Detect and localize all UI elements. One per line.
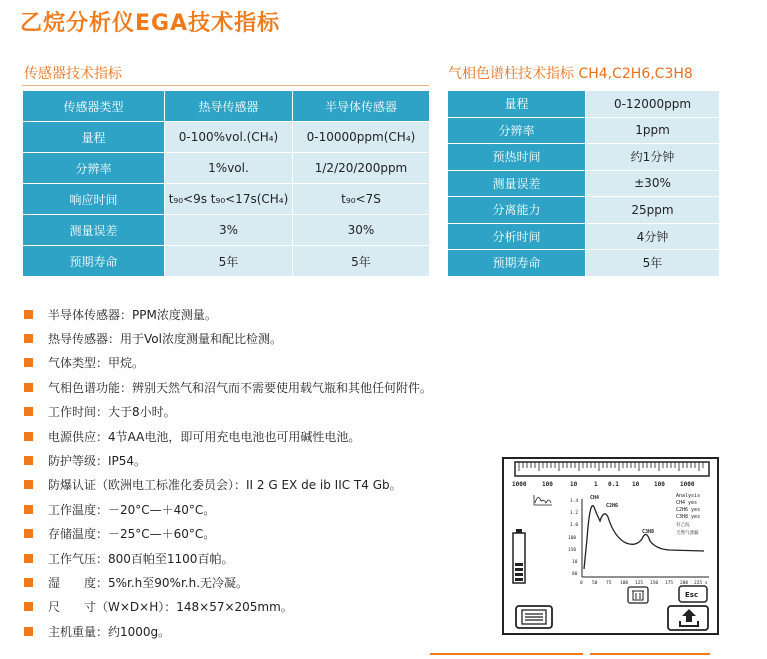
list-item-text: 工作气压：800百帕至1100百帕。 — [48, 551, 234, 566]
table-header-cell: 半导体传感器 — [293, 91, 430, 122]
table-row — [448, 144, 720, 171]
semi-value: 30% — [293, 215, 430, 246]
list-item — [24, 302, 432, 326]
list-item — [24, 497, 432, 521]
bullet-square-icon — [24, 602, 33, 611]
x-tick: 175 — [665, 581, 674, 586]
table-row — [448, 250, 720, 277]
decorative-line — [590, 653, 710, 655]
row-value: 0-12000ppm — [586, 91, 720, 118]
row-label: 预热时间 — [448, 144, 586, 171]
table-row — [23, 184, 430, 215]
scale-label: 100 — [542, 481, 553, 488]
thermal-value: t₉₀<9s t₉₀<17s(CH₄) — [165, 184, 293, 215]
analysis-result: 有乙烷 — [676, 523, 690, 528]
row-value: 1ppm — [586, 117, 720, 144]
list-item-text: 热导传感器：用于Vol浓度测量和配比检测。 — [48, 332, 282, 347]
peak-label: C2H6 — [606, 503, 619, 509]
list-item — [24, 400, 432, 424]
list-item — [24, 570, 432, 594]
thermal-value: 0-100%vol.(CH₄) — [165, 122, 293, 153]
menu-icon — [522, 610, 546, 624]
x-tick: 150 — [650, 581, 659, 586]
x-tick: 0 — [580, 581, 583, 586]
y-tick: 150 — [568, 548, 577, 553]
section-divider — [22, 85, 429, 86]
table-row — [23, 153, 430, 184]
row-label: 分析时间 — [448, 223, 586, 250]
list-item — [24, 448, 432, 472]
bullet-square-icon — [24, 480, 33, 489]
row-label: 分离能力 — [448, 197, 586, 224]
y-tick-labels — [568, 498, 578, 577]
table-row — [23, 215, 430, 246]
list-item — [24, 546, 432, 570]
table-row — [448, 170, 720, 197]
peak-label: C3H8 — [642, 529, 655, 535]
x-tick: 75 — [606, 581, 612, 586]
feature-list — [24, 302, 432, 643]
row-label: 响应时间 — [23, 184, 165, 215]
thermal-value: 3% — [165, 215, 293, 246]
analysis-title: Analysis — [676, 493, 701, 499]
table-header-cell: 热导传感器 — [165, 91, 293, 122]
x-tick: 50 — [592, 581, 598, 586]
list-item-text: 防护等级：IP54。 — [48, 454, 147, 469]
list-item — [24, 473, 432, 497]
gc-spec-table — [447, 90, 720, 277]
x-tick-labels — [580, 580, 708, 586]
table-row — [448, 223, 720, 250]
row-label: 分辨率 — [448, 117, 586, 144]
upload-button[interactable] — [668, 606, 708, 630]
esc-button[interactable] — [679, 586, 707, 602]
table-header-row — [23, 91, 430, 122]
table-row — [448, 197, 720, 224]
row-value: 4分钟 — [586, 223, 720, 250]
table-row — [23, 246, 430, 277]
row-label: 量程 — [23, 122, 165, 153]
scale-label: 0.1 — [608, 481, 619, 488]
list-item-text: 工作温度：－20°C—＋40°C。 — [48, 502, 216, 517]
list-item-text: 气体类型：甲烷。 — [48, 356, 145, 371]
list-item-text: 工作时间：大于8小时。 — [48, 405, 176, 420]
list-item-text: 主机重量：约1000g。 — [48, 624, 171, 639]
scale-label: 1 — [594, 481, 598, 488]
device-screen — [502, 457, 719, 635]
bullet-square-icon — [24, 407, 33, 416]
list-item-text: 存储温度：－25°C—＋60°C。 — [48, 527, 216, 542]
decorative-line — [430, 653, 583, 655]
scale-label: 1000 — [512, 481, 527, 488]
table-row — [448, 117, 720, 144]
analysis-result: 天然气泄漏 — [676, 531, 699, 536]
scale-ticks — [519, 462, 703, 471]
bullet-square-icon — [24, 456, 33, 465]
bullet-square-icon — [24, 529, 33, 538]
analysis-line: CH4 yes — [676, 500, 698, 506]
list-item — [24, 522, 432, 546]
bullet-square-icon — [24, 334, 33, 343]
y-tick: 10 — [572, 560, 578, 565]
scale-label: 100 — [654, 481, 665, 488]
semi-value: t₉₀<7S — [293, 184, 430, 215]
analysis-line: C3H8 yes — [676, 514, 701, 520]
scale-bar — [515, 462, 709, 476]
semi-value: 5年 — [293, 246, 430, 277]
bullet-square-icon — [24, 505, 33, 514]
scale-labels — [512, 481, 695, 488]
upload-icon — [680, 609, 698, 626]
table-row — [448, 91, 720, 118]
peak-label: CH4 — [590, 495, 600, 501]
bullet-square-icon — [24, 310, 33, 319]
y-tick: 1.2 — [570, 511, 579, 516]
list-item — [24, 375, 432, 399]
list-item — [24, 595, 432, 619]
bullet-square-icon — [24, 358, 33, 367]
y-tick: 100 — [568, 536, 577, 541]
analysis-panel — [676, 493, 700, 536]
analysis-line: C2H6 yes — [676, 507, 701, 513]
battery-icon — [513, 529, 525, 583]
scale-label: 1000 — [680, 481, 695, 488]
list-item-text: 电源供应：4节AA电池，即可用充电电池也可用碱性电池。 — [48, 429, 361, 444]
bullet-square-icon — [24, 554, 33, 563]
row-label: 预期寿命 — [23, 246, 165, 277]
delete-button[interactable] — [628, 587, 648, 603]
row-value: 25ppm — [586, 197, 720, 224]
semi-value: 0-10000ppm(CH₄) — [293, 122, 430, 153]
row-label: 测量误差 — [23, 215, 165, 246]
list-item-text: 防爆认证（欧洲电工标准化委员会）：II 2 G EX de ib IIC T4 Gb。 — [48, 478, 402, 493]
trash-icon — [632, 591, 644, 600]
bullet-square-icon — [24, 578, 33, 587]
sensor-section-title: 传感器技术指标 — [24, 66, 122, 82]
list-item — [24, 619, 432, 643]
list-item — [24, 326, 432, 350]
list-item — [24, 351, 432, 375]
gc-section-title: 气相色谱柱技术指标 CH4,C2H6,C3H8 — [448, 66, 693, 82]
list-item-text: 半导体传感器：PPM浓度测量。 — [48, 307, 217, 322]
list-item-text: 湿 度：5%r.h至90%r.h.无冷凝。 — [48, 575, 249, 590]
sensor-spec-table — [22, 90, 430, 277]
scale-label: 10 — [632, 481, 640, 488]
row-label: 量程 — [448, 91, 586, 118]
y-tick: 80 — [572, 572, 578, 577]
table-header-cell: 传感器类型 — [23, 91, 165, 122]
x-tick: 125 — [635, 581, 644, 586]
row-value: ±30% — [586, 170, 720, 197]
row-value: 5年 — [586, 250, 720, 277]
semi-value: 1/2/20/200ppm — [293, 153, 430, 184]
peak-labels — [590, 495, 654, 535]
table-row — [23, 122, 430, 153]
menu-button[interactable] — [516, 606, 552, 628]
scale-label: 10 — [570, 481, 578, 488]
y-tick: 1.0 — [570, 523, 579, 528]
bullet-square-icon — [24, 627, 33, 636]
row-label: 测量误差 — [448, 170, 586, 197]
x-tick: 100 — [620, 581, 629, 586]
row-value: 约1分钟 — [586, 144, 720, 171]
page-title: 乙烷分析仪EGA技术指标 — [20, 11, 281, 36]
bullet-square-icon — [24, 383, 33, 392]
x-tick: 200 — [680, 581, 689, 586]
y-tick: 1.4 — [570, 499, 579, 504]
thermal-value: 1%vol. — [165, 153, 293, 184]
list-item — [24, 424, 432, 448]
row-label: 预期寿命 — [448, 250, 586, 277]
list-item-text: 气相色谱功能：辨别天然气和沼气而不需要使用载气瓶和其他任何附件。 — [48, 380, 433, 395]
bullet-square-icon — [24, 432, 33, 441]
list-item-text: 尺 寸（W×D×H）：148×57×205mm。 — [48, 600, 293, 615]
thermal-value: 5年 — [165, 246, 293, 277]
row-label: 分辨率 — [23, 153, 165, 184]
x-tick: 225 s — [694, 581, 708, 586]
mini-chart-icon — [534, 495, 552, 505]
esc-label: Esc — [685, 591, 699, 599]
